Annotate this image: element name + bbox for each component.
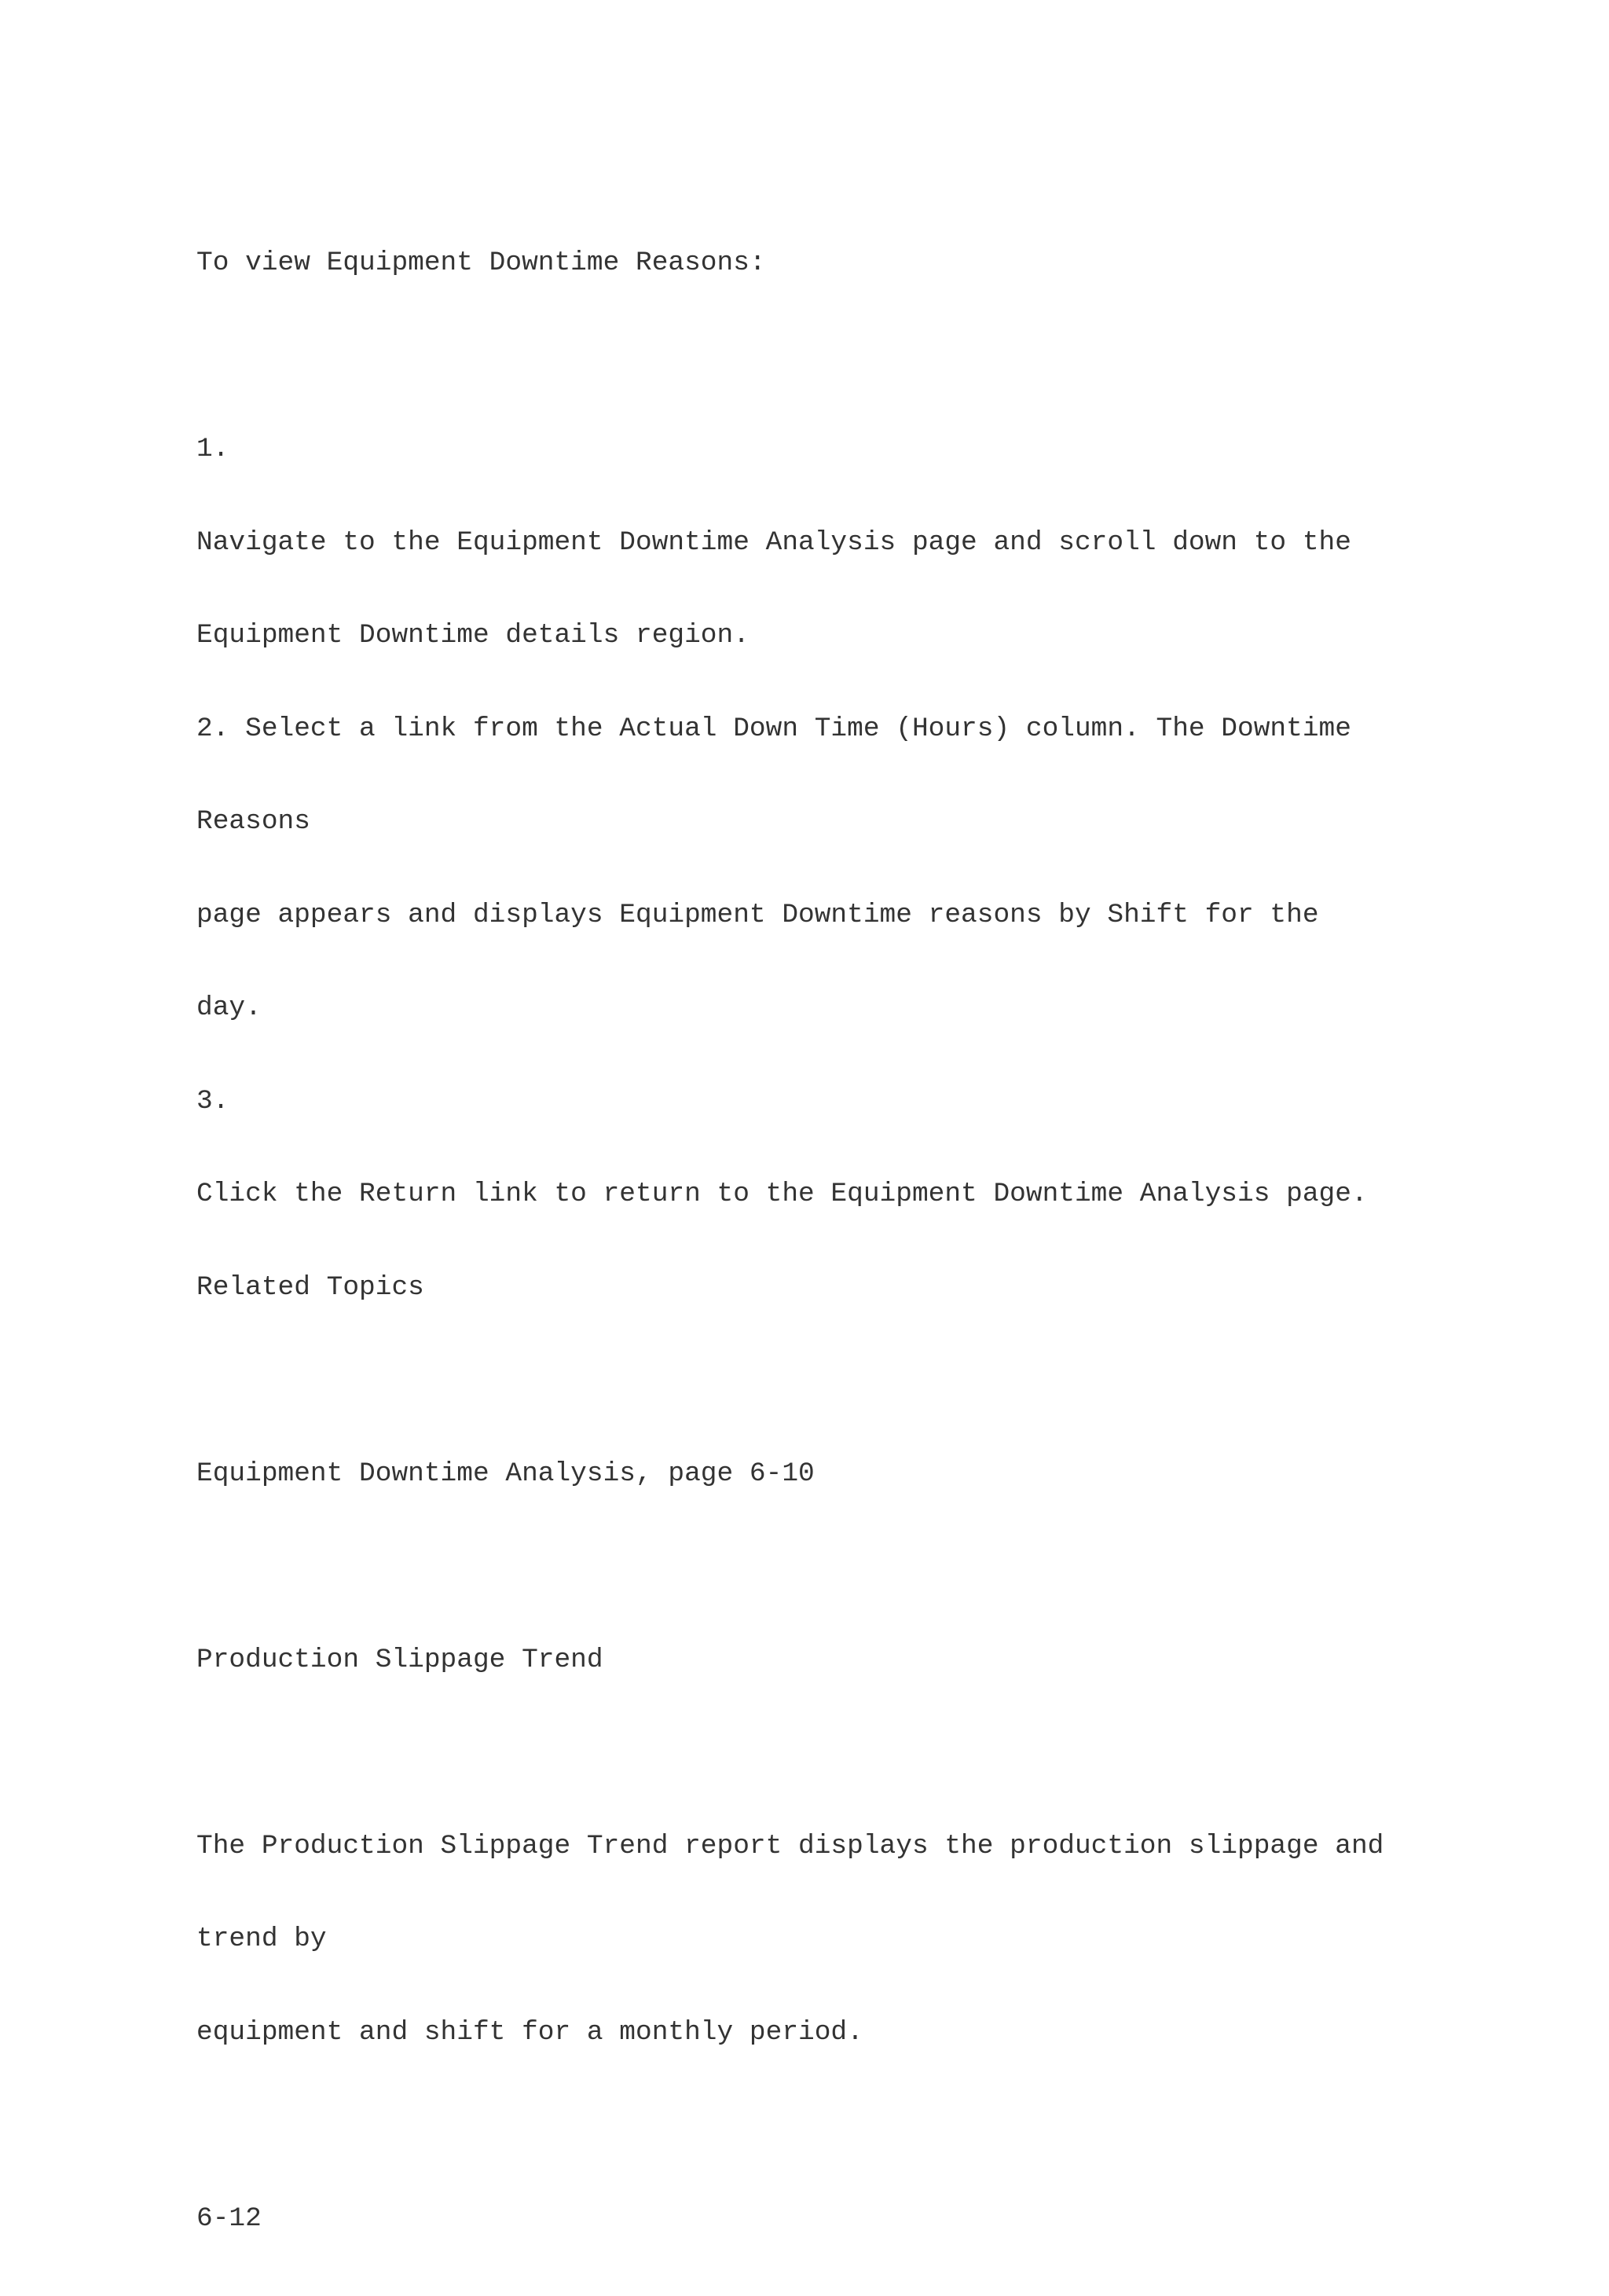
spacer	[196, 1737, 1532, 1769]
step-3-text-line-1: Click the Return link to return to the Equipment Downtime Analysis page.	[196, 1179, 1368, 1209]
spacer	[196, 341, 1532, 372]
section-title: Production Slippage Trend	[196, 1644, 603, 1675]
related-topics-label: Related Topics	[196, 1271, 424, 1303]
section-body-line-3: equipment and shift for a monthly period.	[196, 2016, 863, 2048]
document-body	[196, 185, 1532, 2296]
related-topic-link[interactable]: Equipment Downtime Analysis, page 6-10	[196, 1458, 815, 1489]
page-number: 6-12	[196, 2202, 262, 2234]
section-body-line-2: trend by	[196, 1924, 327, 1954]
step-2-text-line-3: page appears and displays Equipment Downtime reasons by Shift for the	[196, 899, 1319, 930]
spacer	[196, 1551, 1532, 1583]
spacer	[196, 1365, 1532, 1396]
procedure-heading: To view Equipment Downtime Reasons:	[196, 248, 766, 278]
spacer	[196, 2110, 1532, 2141]
step-1-number: 1.	[196, 434, 229, 464]
step-1-text-line-1: Navigate to the Equipment Downtime Analysis page and scroll down to the	[196, 526, 1351, 558]
step-1-text-line-2: Equipment Downtime details region.	[196, 620, 750, 651]
step-2-text-line-1: 2. Select a link from the Actual Down Time (Hours) column. The Downtime	[196, 713, 1351, 744]
step-2-text-line-4: day.	[196, 992, 262, 1023]
step-2-text-line-2: Reasons	[196, 806, 310, 837]
section-body-line-1: The Production Slippage Trend report displays the production slippage and	[196, 1830, 1384, 1861]
step-3-number: 3.	[196, 1085, 229, 1117]
